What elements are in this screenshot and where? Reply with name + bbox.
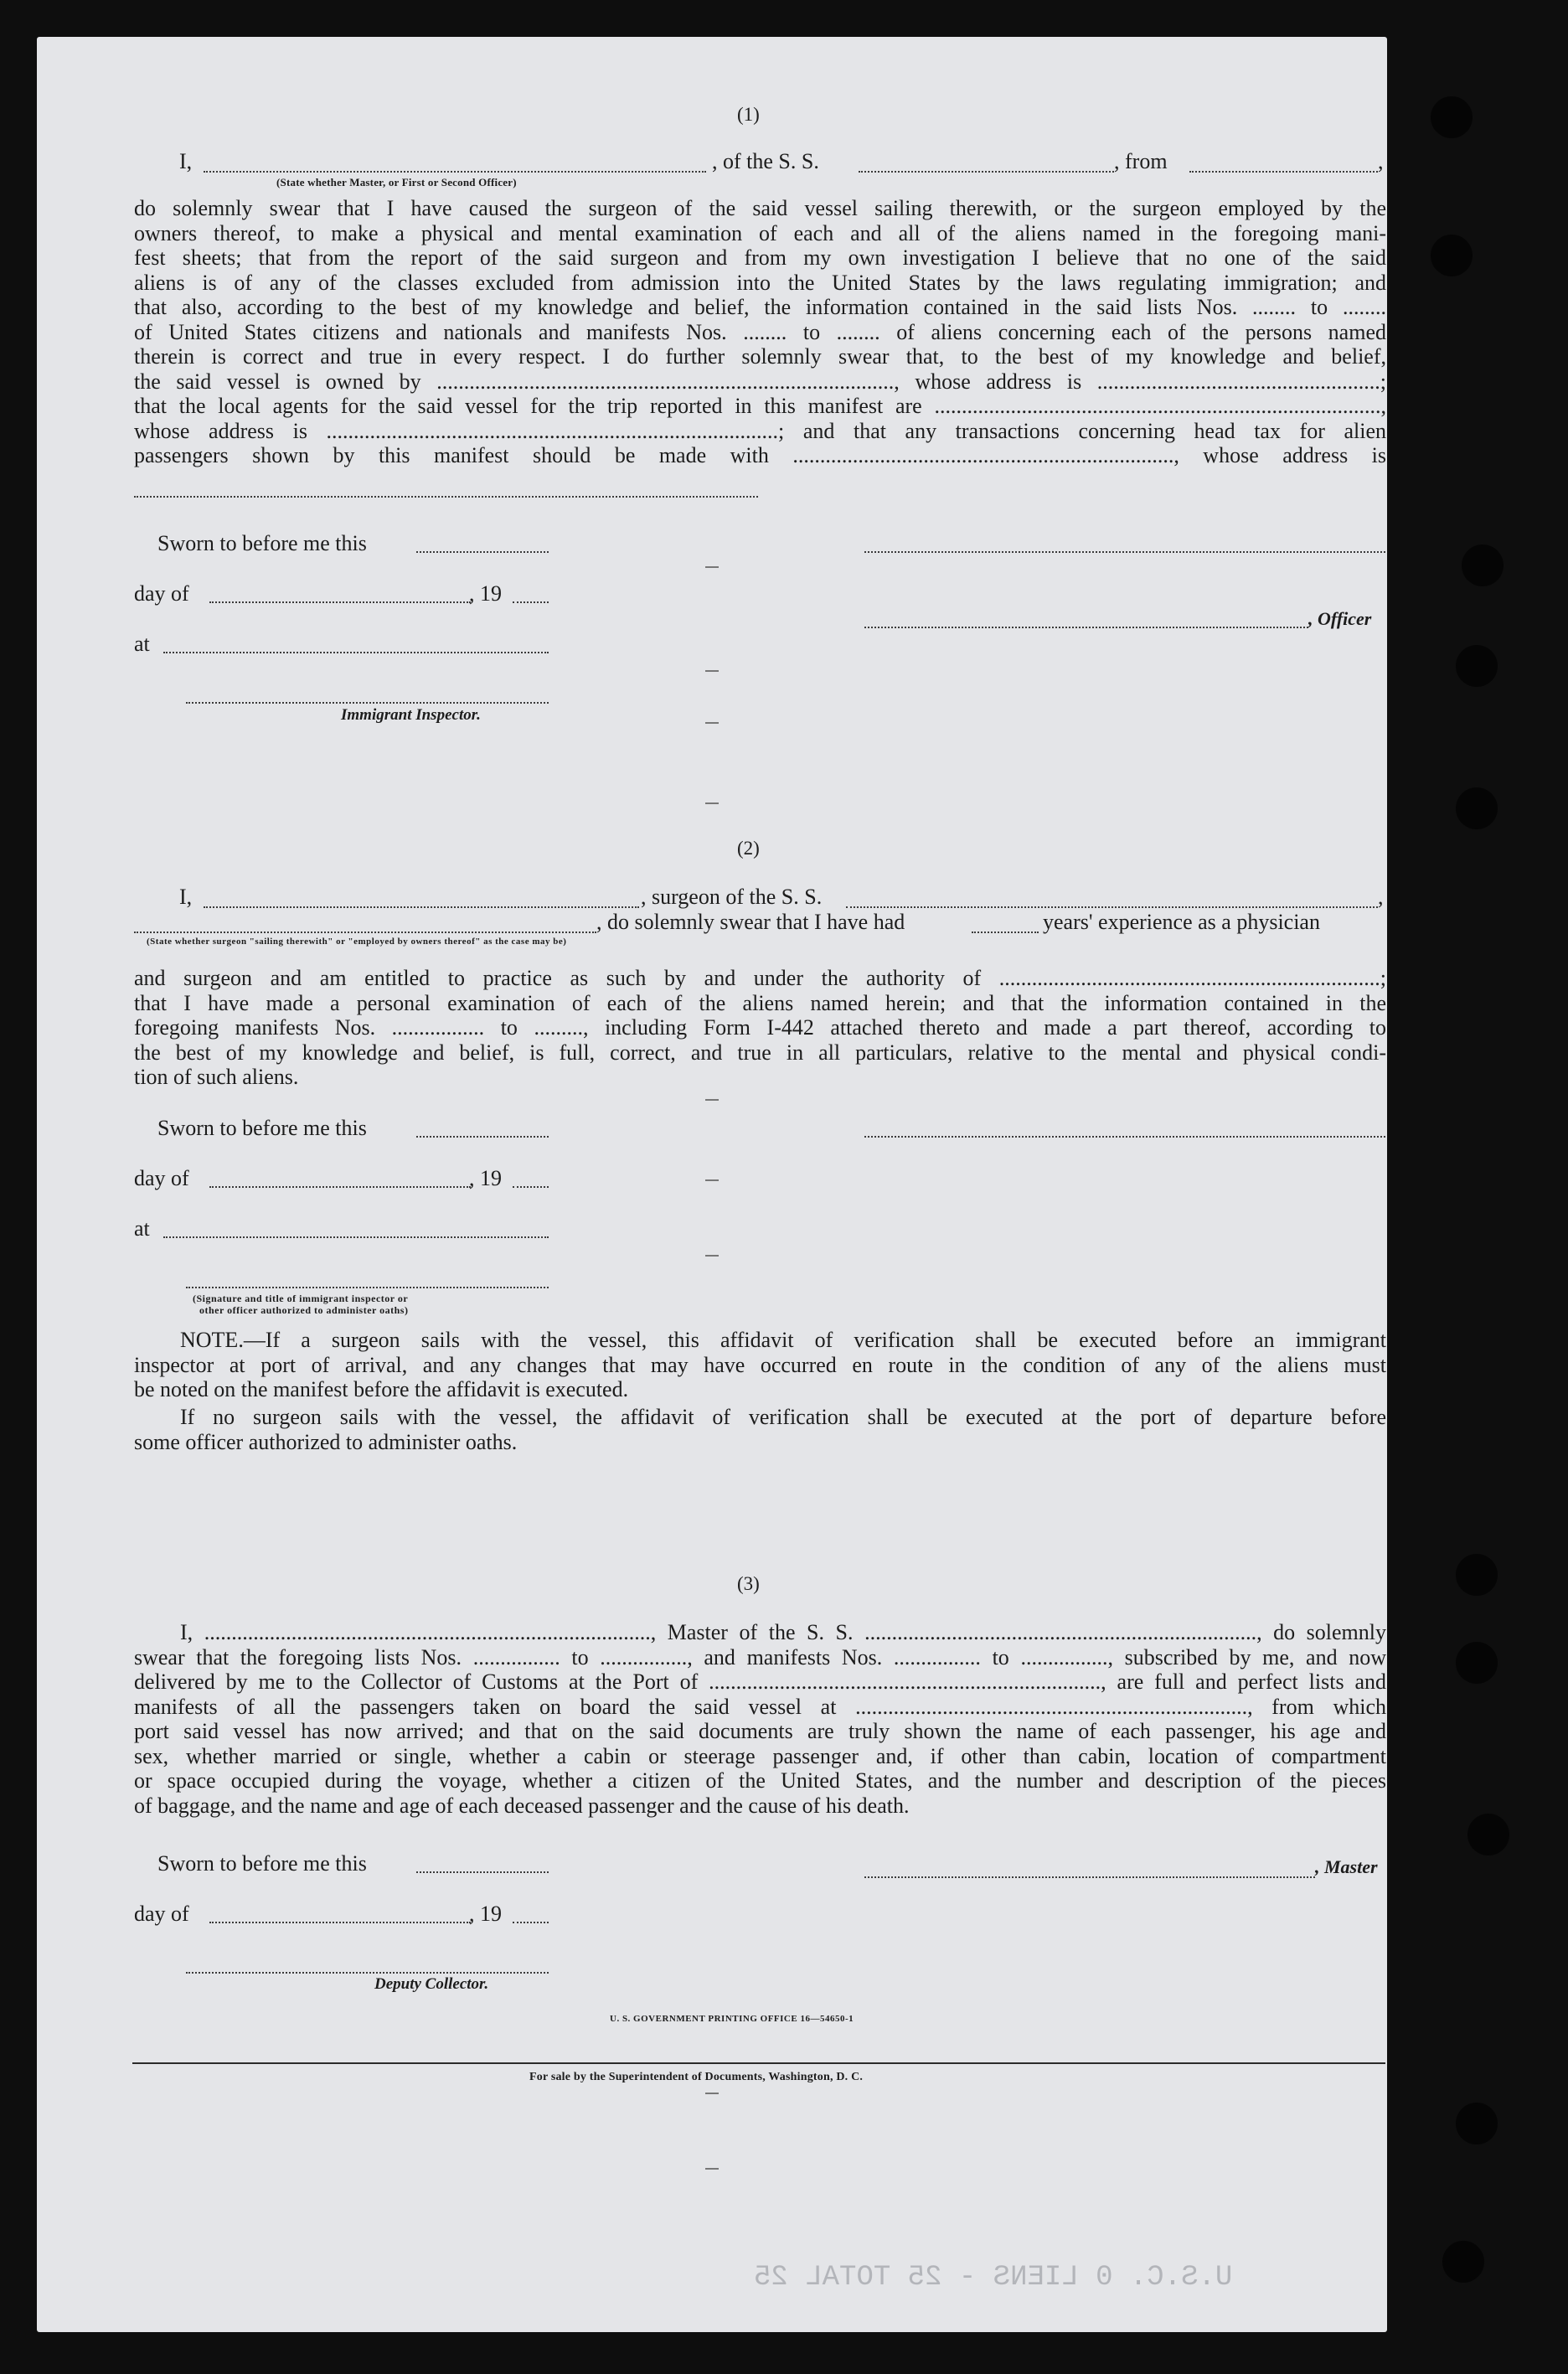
sworn-label: Sworn to before me this [157, 1851, 367, 1876]
bleed-mark [705, 803, 719, 804]
from-port-field[interactable] [1189, 171, 1378, 173]
year-label: , 19 [469, 1902, 502, 1926]
binder-hole [1456, 787, 1498, 829]
footer-rule [132, 2062, 1385, 2064]
at-place-field[interactable] [163, 1236, 549, 1238]
surgeon-status-hint: (State whether surgeon "sailing therewith" or "employed by owners thereof" as the case may be) [147, 937, 567, 947]
binder-hole [1431, 96, 1473, 138]
surgeon-of-label: , surgeon of the S. S. [641, 885, 823, 909]
day-of-field[interactable] [209, 1186, 471, 1188]
bleed-mark [705, 2168, 719, 2170]
surgeon-signature-field[interactable] [864, 1136, 1385, 1138]
address-continuation-field[interactable] [134, 496, 758, 498]
day-of-field[interactable] [209, 1922, 471, 1923]
master-officer-hint: (State whether Master, or First or Second Officer) [276, 176, 517, 188]
years-experience-label: years' experience as a physician [1043, 910, 1320, 934]
sworn-label: Sworn to before me this [157, 1116, 367, 1140]
at-label: at [134, 632, 150, 656]
bleed-mark [705, 1179, 719, 1181]
immigrant-inspector-label: Immigrant Inspector. [341, 706, 481, 724]
no-surgeon-note: If no surgeon sails with the vessel, the affidavit of verification shall be executed at the port of departure before some officer authorized to administer oaths. [134, 1405, 1386, 1454]
binder-hole [1456, 2103, 1498, 2144]
section-1-number: (1) [737, 104, 760, 125]
day-of-label: day of [134, 581, 189, 606]
years-field[interactable] [972, 932, 1039, 933]
at-label: at [134, 1216, 150, 1241]
collector-signature-field[interactable] [186, 1972, 549, 1974]
section-2-body: and surgeon and am entitled to practice as such by and under the authority of ......................................................................; that I have made a personal examination of each of the aliens named herein; and that the information contained in the foregoing manifests Nos. ................. to ........., including Form I-442 attached thereto and made a part thereof, according to the best of my knowledge and belief, is full, correct, and true in all particulars, relative to the mental and physical condi- tion of such aliens. [134, 966, 1386, 1089]
day-of-field[interactable] [209, 601, 471, 603]
sworn-date-field[interactable] [416, 1136, 549, 1138]
signature-title-note: other officer authorized to administer oaths) [199, 1304, 409, 1316]
at-place-field[interactable] [163, 652, 549, 653]
bleed-through-text: U.S.C. 0 LIENS - 25 TOTAL 25 [754, 2262, 1233, 2294]
master-i-label: I, [179, 149, 193, 173]
bleed-mark [705, 2093, 719, 2094]
binder-hole [1456, 1642, 1498, 1684]
binder-hole [1462, 544, 1504, 586]
binder-hole [1456, 645, 1498, 687]
year-label: , 19 [469, 581, 502, 606]
binder-hole [1431, 235, 1473, 276]
bleed-mark [705, 670, 719, 672]
binder-hole [1456, 1554, 1498, 1596]
binder-hole [1442, 2241, 1484, 2283]
year-label: , 19 [469, 1166, 502, 1190]
section-1-body: do solemnly swear that I have caused the surgeon of the said vessel sailing therewith, or the surgeon employed by the owners thereof, to make a physical and mental examination of each and all of the aliens named in the foregoing mani- fest sheets; that from the report of the said surgeon and from my own investigation I believe that no one of the said aliens is of any of the classes excluded from admission into the United States by the laws regulating immigration; and that also, according to the best of my knowledge and belief, the information contained in the said lists Nos. ........ to ........ of United States citizens and nationals and manifests Nos. ........ to ........ of aliens concerning each of the persons named therein is correct and true in every respect. I do further solemnly swear that, to the best of my knowledge and belief, the said vessel is owned by ...................................................................................., whose address is ....................................................; that the local agents for the said vessel for the trip reported in this manifest are .................................................................................., whose address is ...................................................................................; and that any transactions concerning head tax for alien passengers shown by this manifest should be made with ......................................................................, whose address is [134, 196, 1386, 467]
gpo-imprint: U. S. GOVERNMENT PRINTING OFFICE 16—54650-1 [610, 2014, 854, 2024]
section-2-number: (2) [737, 838, 760, 859]
bleed-mark [705, 722, 719, 724]
bleed-mark [705, 566, 719, 568]
section-3-body: I, .................................................................................., Master of the S. S. ........................................................................, do solemnly swear that the foregoing lists Nos. ................ to ................, and manifests Nos. ................ to ................, subscribed by me, and now delivered by me to the Collector of Customs at the Port of ........................................................................, are full and perfect lists and manifests of all the passengers taken on board the said vessel at ........................................................................, from which port said vessel has now arrived; and that on the said documents are truly shown the name of each passenger, his age and sex, whether married or single, whether a cabin or steerage passenger and, if other than cabin, location of compartment or space occupied during the voyage, whether a citizen of the United States, and the number and description of the pieces of baggage, and the name and age of each deceased passenger and the cause of his death. [134, 1620, 1386, 1818]
surgeon-name-field[interactable] [204, 906, 639, 908]
year-field[interactable] [513, 601, 549, 603]
officer-label: , Officer [1308, 608, 1372, 629]
surgeon-i-label: I, [179, 885, 193, 909]
day-of-label: day of [134, 1902, 189, 1926]
master-label: , Master [1315, 1856, 1378, 1877]
inspector-signature-field[interactable] [186, 1287, 549, 1288]
deputy-collector-label: Deputy Collector. [374, 1975, 489, 1993]
inspector-signature-field[interactable] [186, 702, 549, 704]
from-label: , from [1114, 149, 1168, 173]
sale-notice: For sale by the Superintendent of Documents, Washington, D. C. [529, 2071, 864, 2083]
master-signature-field[interactable] [864, 1876, 1315, 1878]
surgeon-ss-field[interactable] [846, 906, 1378, 908]
surgeon-note: NOTE.—If a surgeon sails with the vessel, this affidavit of verification shall be executed before an immigrant inspector at port of arrival, and any changes that may have occurred en route in the condition of any of the aliens must be noted on the manifest before the affidavit is executed. [134, 1328, 1386, 1401]
master-name-field[interactable] [204, 171, 706, 173]
bleed-mark [705, 1255, 719, 1257]
solemnly-swear-label: , do solemnly swear that I have had [596, 910, 905, 934]
section-3-number: (3) [737, 1573, 760, 1594]
of-ss-label: , of the S. S. [712, 149, 819, 173]
sworn-label: Sworn to before me this [157, 531, 367, 555]
sworn-date-field[interactable] [416, 551, 549, 553]
signature-title-note: (Signature and title of immigrant inspector or [193, 1293, 409, 1304]
master-signature-field[interactable] [864, 551, 1385, 553]
year-field[interactable] [513, 1922, 549, 1923]
ss-name-field[interactable] [859, 171, 1114, 173]
officer-signature-field[interactable] [864, 627, 1308, 628]
sworn-date-field[interactable] [416, 1871, 549, 1873]
binder-hole [1467, 1814, 1509, 1855]
bleed-mark [705, 1099, 719, 1101]
year-field[interactable] [513, 1186, 549, 1188]
surgeon-status-field[interactable] [134, 932, 596, 933]
day-of-label: day of [134, 1166, 189, 1190]
